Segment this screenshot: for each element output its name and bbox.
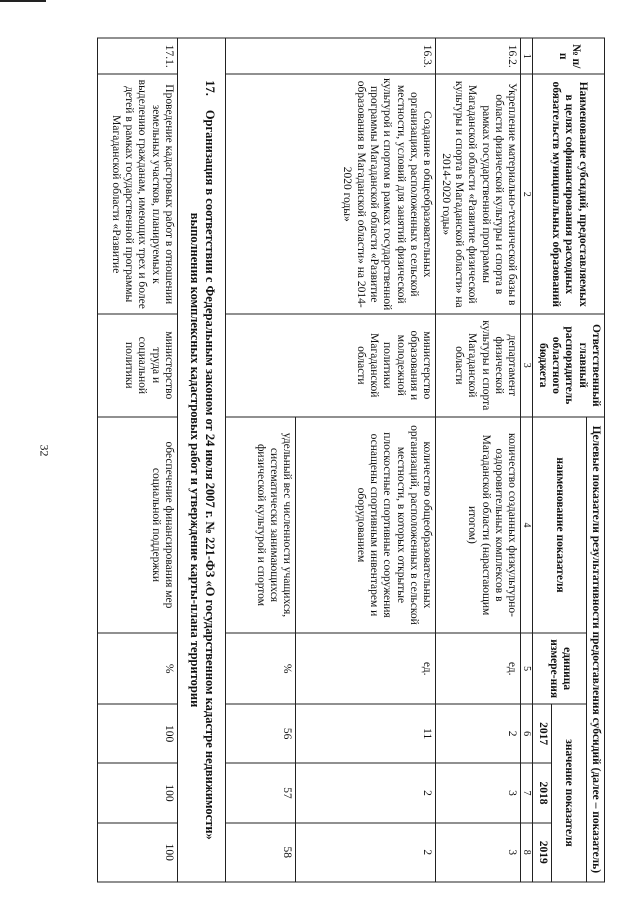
value-2019: 58 — [226, 823, 296, 882]
column-numbers-row — [521, 38, 533, 882]
indicator-name: количество общеобразовательных организаций, расположенных в сельской местности, в которых открытые плоскостные спортивные сооружения оснащены спортивным инвентарем и оборудованием — [296, 417, 436, 634]
row-number: 16.2. — [436, 38, 521, 74]
col-number: 5 — [521, 633, 533, 704]
value-2018: 57 — [226, 763, 296, 822]
header-num: № п/п — [533, 38, 605, 74]
subsidy-table — [97, 38, 605, 883]
col-number: 4 — [521, 417, 533, 634]
value-2018: 2 — [296, 763, 436, 822]
page-number: 32 — [37, 444, 52, 457]
value-2017: 100 — [98, 704, 178, 763]
indicator-name: удельный вес численности учащихся, систематически занимающихся физической культурой и спортом — [226, 417, 296, 634]
col-number: 1 — [521, 38, 533, 74]
header-indicator-name: наименование показателя — [533, 417, 586, 634]
value-2017: 56 — [226, 704, 296, 763]
table-row-17-1 — [98, 38, 178, 882]
section-title: Организация в соответствии с Федеральным законом от 24 июля 2007 г. № 221-ФЗ «О государственном кадастре недвижимости» выполнения комплексных кадастровых работ и утверждение карты-плана территории — [187, 109, 218, 840]
header-2019: 2019 — [533, 823, 551, 882]
unit: ед. — [296, 633, 436, 704]
rotated-page-content — [35, 38, 605, 883]
header-indicators: Целевые показатели результативности предоставления субсидий (далее – показатель) — [586, 417, 604, 882]
unit: ед. — [436, 633, 521, 704]
col-number: 3 — [521, 314, 533, 417]
subsidy-name: Создание в общеобразовательных организациях, расположенных в сельской местности, условий для занятий физической культурой и спортом в рамках государственной программы Магаданской области «Развитие образования в Магаданской области» на 2014-2020 годы» — [226, 74, 436, 314]
value-2019: 3 — [436, 823, 521, 882]
value-2017: 2 — [436, 704, 521, 763]
row-number: 16.3. — [226, 38, 436, 74]
col-number: 2 — [521, 74, 533, 314]
header-2017: 2017 — [533, 704, 551, 763]
row-number: 17.1. — [98, 38, 178, 74]
header-subsidy: Наименование субсидий, предоставляемых в целях софинансирования расходных обязательств муниципальных образований — [533, 74, 605, 314]
col-number: 7 — [521, 763, 533, 822]
header-values: значение показателя — [551, 704, 586, 882]
subsidy-name: Проведение кадастровых работ в отношении земельных участков, планируемых к выделению гражданам, имеющих трех и более детей в рамках государственной программы Магаданской области «Развитие — [98, 74, 178, 314]
value-2018: 3 — [436, 763, 521, 822]
indicator-name: обеспечение финансирования мер социальной поддержки — [98, 417, 178, 634]
header-manager: Ответственный главный распорядитель областного бюджета — [533, 314, 605, 417]
value-2019: 2 — [296, 823, 436, 882]
section-row-17 — [178, 38, 226, 882]
responsible-manager: министерство труда и социальной политики — [98, 314, 178, 417]
section-number: 17. — [203, 80, 218, 96]
responsible-manager: департамент физической культуры и спорта Магаданской области — [436, 314, 521, 417]
top-rule — [0, 0, 46, 2]
header-row-1 — [586, 38, 604, 882]
col-number: 8 — [521, 823, 533, 882]
indicator-name: количество созданных физкультурно-оздоровительных комплексов в Магаданской области (нарастающим итогом) — [436, 417, 521, 634]
value-2017: 11 — [296, 704, 436, 763]
header-unit: единица измере-ния — [533, 633, 586, 704]
unit: % — [226, 633, 296, 704]
table-row-16-3 — [296, 38, 436, 882]
value-2018: 100 — [98, 763, 178, 822]
header-2018: 2018 — [533, 763, 551, 822]
responsible-manager: министерство образования и молодежной политики Магаданской области — [226, 314, 436, 417]
col-number: 6 — [521, 704, 533, 763]
subsidy-name: Укрепление материально-технической базы в области физической культуры и спорта в рамках государственной программы Магаданской области «Развитие физической культуры и спорта в Магаданской области» на 2014-2020 годы» — [436, 74, 521, 314]
table-row-16-2 — [436, 38, 521, 882]
value-2019: 100 — [98, 823, 178, 882]
unit: % — [98, 633, 178, 704]
